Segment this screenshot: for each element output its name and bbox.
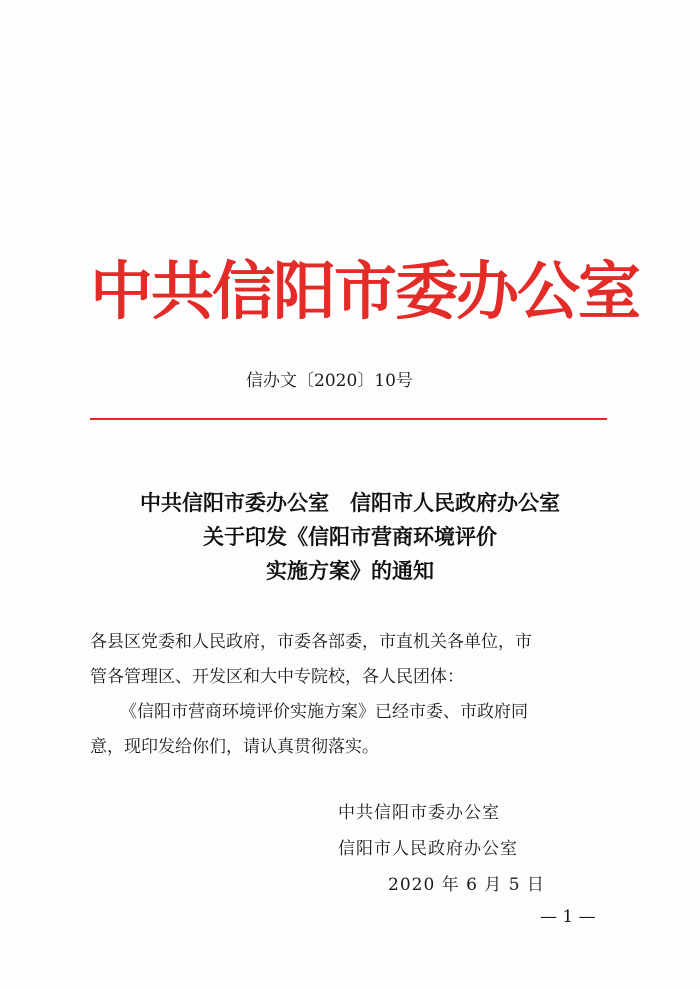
title-line-3: 实施方案》的通知 <box>266 559 434 583</box>
body-line-3: 《信阳市营商环境评价实施方案》已经市委、市政府同 <box>120 702 528 722</box>
document-title <box>60 486 640 588</box>
document-number: 信办文〔2020〕10号 <box>246 371 413 391</box>
issuer-header: 中共信阳市委办公室 <box>90 255 639 328</box>
body-line-2: 管各管理区、开发区和大中专院校，各人民团体： <box>90 667 464 687</box>
notice-body <box>90 625 610 765</box>
signature-date: 2020 年 6 月 5 日 <box>388 875 545 895</box>
signature-org-1: 中共信阳市委办公室 <box>338 803 500 823</box>
title-line-1: 中共信阳市委办公室 信阳市人民政府办公室 <box>140 491 560 515</box>
body-line-4: 意，现印发给你们，请认真贯彻落实。 <box>90 737 379 757</box>
body-line-1: 各县区党委和人民政府，市委各部委，市直机关各单位，市 <box>90 632 532 652</box>
red-divider <box>90 418 607 420</box>
signature-block <box>338 795 598 903</box>
signature-org-2: 信阳市人民政府办公室 <box>338 839 518 859</box>
page-number: — 1 — <box>540 907 596 927</box>
title-line-2: 关于印发《信阳市营商环境评价 <box>203 525 497 549</box>
